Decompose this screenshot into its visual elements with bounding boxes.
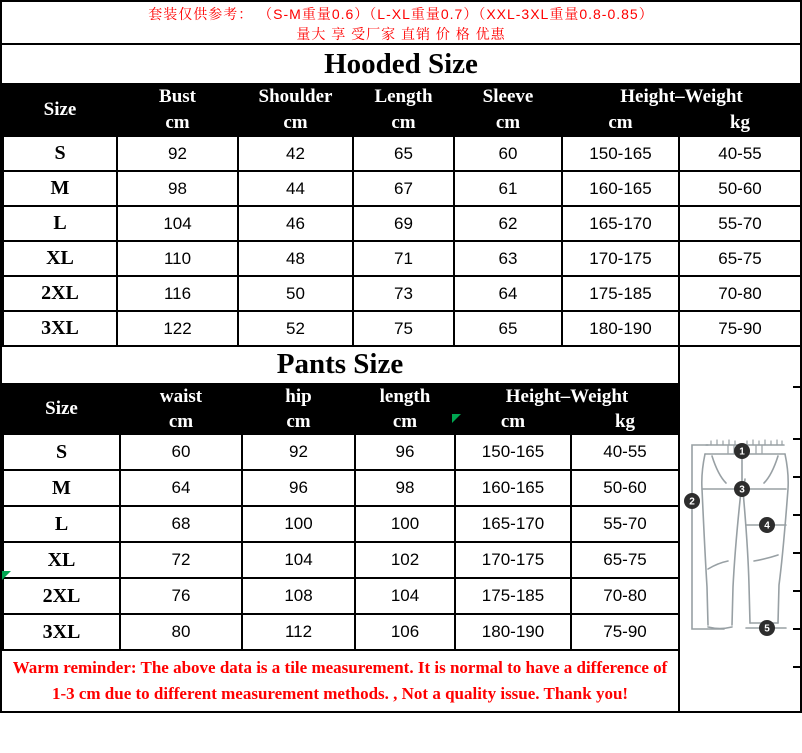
size-cell: 2XL xyxy=(3,578,120,614)
length-cell: 104 xyxy=(355,578,455,614)
height-cell: 170-175 xyxy=(562,241,679,276)
hooded-col-sleeve: Sleeve xyxy=(454,84,562,110)
pants-col-length: length xyxy=(355,384,455,409)
weight-cell: 40-55 xyxy=(679,136,801,171)
hip-cell: 96 xyxy=(242,470,355,506)
weight-cell: 70-80 xyxy=(571,578,679,614)
size-cell: 3XL xyxy=(3,311,117,346)
height-cell: 180-190 xyxy=(562,311,679,346)
size-cell: XL xyxy=(3,241,117,276)
weight-cell: 40-55 xyxy=(571,434,679,470)
table-row xyxy=(3,542,679,578)
length-cell: 75 xyxy=(353,311,454,346)
top-notice-banner xyxy=(2,2,800,45)
pants-size-table xyxy=(2,383,680,651)
hip-cell: 104 xyxy=(242,542,355,578)
shoulder-cell: 46 xyxy=(238,206,353,241)
size-cell: 2XL xyxy=(3,276,117,311)
length-cell: 100 xyxy=(355,506,455,542)
hooded-unit-weight: kg xyxy=(679,110,801,136)
bust-cell: 92 xyxy=(117,136,238,171)
length-cell: 102 xyxy=(355,542,455,578)
bust-cell: 110 xyxy=(117,241,238,276)
weight-cell: 70-80 xyxy=(679,276,801,311)
length-cell: 71 xyxy=(353,241,454,276)
sleeve-cell: 63 xyxy=(454,241,562,276)
hooded-col-shoulder: Shoulder xyxy=(238,84,353,110)
pants-col-height-weight: Height–Weight xyxy=(455,384,679,409)
sleeve-cell: 60 xyxy=(454,136,562,171)
pants-unit-weight: kg xyxy=(571,409,679,434)
length-cell: 96 xyxy=(355,434,455,470)
table-row xyxy=(3,136,801,171)
table-row xyxy=(3,434,679,470)
pants-section xyxy=(2,347,800,711)
sleeve-cell: 65 xyxy=(454,311,562,346)
height-cell: 150-165 xyxy=(455,434,571,470)
hip-cell: 92 xyxy=(242,434,355,470)
height-cell: 160-165 xyxy=(562,171,679,206)
gridline-stub xyxy=(793,438,800,440)
hooded-col-height-weight: Height–Weight xyxy=(562,84,801,110)
pants-col-size: Size xyxy=(3,384,120,434)
table-row xyxy=(3,506,679,542)
gridline-stub xyxy=(793,666,800,668)
shoulder-cell: 42 xyxy=(238,136,353,171)
hip-cell: 100 xyxy=(242,506,355,542)
notice-line-1: 套装仅供参考： （S-M重量0.6）（L-XL重量0.7）（XXL-3XL重量0.8-0.85） xyxy=(148,6,654,22)
weight-cell: 65-75 xyxy=(571,542,679,578)
gridline-stub xyxy=(793,590,800,592)
size-cell: L xyxy=(3,206,117,241)
size-cell: M xyxy=(3,470,120,506)
warm-reminder-text: Warm reminder: The above data is a tile measurement. It is normal to have a difference of 1-3 cm due to different measurement methods. , Not a quality issue. Thank you! xyxy=(12,658,668,703)
marker-5-label: 5 xyxy=(764,623,770,635)
hooded-size-title: Hooded Size xyxy=(324,48,478,80)
waist-cell: 60 xyxy=(120,434,242,470)
shoulder-cell: 44 xyxy=(238,171,353,206)
size-cell: S xyxy=(3,434,120,470)
length-cell: 65 xyxy=(353,136,454,171)
marker-1-label: 1 xyxy=(739,446,745,458)
height-cell: 175-185 xyxy=(562,276,679,311)
table-row xyxy=(3,311,801,346)
length-cell: 67 xyxy=(353,171,454,206)
height-cell: 170-175 xyxy=(455,542,571,578)
table-row xyxy=(3,206,801,241)
table-row xyxy=(3,578,679,614)
marker-2-label: 2 xyxy=(689,496,695,508)
pants-unit-hip: cm xyxy=(242,409,355,434)
hooded-col-bust: Bust xyxy=(117,84,238,110)
weight-cell: 75-90 xyxy=(679,311,801,346)
weight-cell: 65-75 xyxy=(679,241,801,276)
notice-line-2: 量大 享 受厂家 直销 价 格 优惠 xyxy=(296,26,506,42)
table-row xyxy=(3,171,801,206)
weight-cell: 75-90 xyxy=(571,614,679,650)
shoulder-cell: 50 xyxy=(238,276,353,311)
hooded-unit-height: cm xyxy=(562,110,679,136)
weight-cell: 55-70 xyxy=(571,506,679,542)
pants-unit-length: cm xyxy=(355,409,455,434)
gridline-stub xyxy=(793,514,800,516)
gridline-stub xyxy=(793,552,800,554)
waist-cell: 72 xyxy=(120,542,242,578)
size-cell: S xyxy=(3,136,117,171)
gridline-stub xyxy=(793,628,800,630)
height-cell: 165-170 xyxy=(562,206,679,241)
green-corner-indicator xyxy=(2,571,11,580)
length-cell: 106 xyxy=(355,614,455,650)
height-cell: 165-170 xyxy=(455,506,571,542)
bust-cell: 116 xyxy=(117,276,238,311)
pants-diagram-column xyxy=(678,347,800,711)
hooded-unit-bust: cm xyxy=(117,110,238,136)
table-row xyxy=(3,470,679,506)
gridline-stub xyxy=(793,386,800,388)
green-corner-indicator xyxy=(452,414,461,423)
sleeve-cell: 64 xyxy=(454,276,562,311)
size-cell: M xyxy=(3,171,117,206)
sleeve-cell: 62 xyxy=(454,206,562,241)
gridline-stub xyxy=(793,476,800,478)
size-cell: XL xyxy=(3,542,120,578)
hooded-unit-shoulder: cm xyxy=(238,110,353,136)
hooded-unit-sleeve: cm xyxy=(454,110,562,136)
size-cell: L xyxy=(3,506,120,542)
length-cell: 98 xyxy=(355,470,455,506)
hooded-unit-length: cm xyxy=(353,110,454,136)
shoulder-cell: 48 xyxy=(238,241,353,276)
height-cell: 175-185 xyxy=(455,578,571,614)
table-row xyxy=(3,614,679,650)
pants-col-hip: hip xyxy=(242,384,355,409)
height-cell: 150-165 xyxy=(562,136,679,171)
bust-cell: 122 xyxy=(117,311,238,346)
pants-unit-waist: cm xyxy=(120,409,242,434)
bust-cell: 104 xyxy=(117,206,238,241)
length-cell: 69 xyxy=(353,206,454,241)
bust-cell: 98 xyxy=(117,171,238,206)
shoulder-cell: 52 xyxy=(238,311,353,346)
waist-cell: 76 xyxy=(120,578,242,614)
pants-illustration xyxy=(684,437,796,642)
sleeve-cell: 61 xyxy=(454,171,562,206)
hip-cell: 108 xyxy=(242,578,355,614)
marker-4-label: 4 xyxy=(764,520,770,532)
hooded-col-size: Size xyxy=(3,84,117,136)
size-cell: 3XL xyxy=(3,614,120,650)
pants-measure-diagram xyxy=(684,437,796,642)
pants-col-waist: waist xyxy=(120,384,242,409)
marker-3-label: 3 xyxy=(739,484,745,496)
weight-cell: 50-60 xyxy=(679,171,801,206)
pants-unit-height: cm xyxy=(455,409,571,434)
pants-size-title: Pants Size xyxy=(276,348,404,380)
waist-cell: 68 xyxy=(120,506,242,542)
table-row xyxy=(3,241,801,276)
hooded-size-table xyxy=(2,83,802,347)
table-row xyxy=(3,276,801,311)
height-cell: 180-190 xyxy=(455,614,571,650)
hooded-col-length: Length xyxy=(353,84,454,110)
height-cell: 160-165 xyxy=(455,470,571,506)
weight-cell: 55-70 xyxy=(679,206,801,241)
waist-cell: 80 xyxy=(120,614,242,650)
length-cell: 73 xyxy=(353,276,454,311)
hip-cell: 112 xyxy=(242,614,355,650)
weight-cell: 50-60 xyxy=(571,470,679,506)
waist-cell: 64 xyxy=(120,470,242,506)
